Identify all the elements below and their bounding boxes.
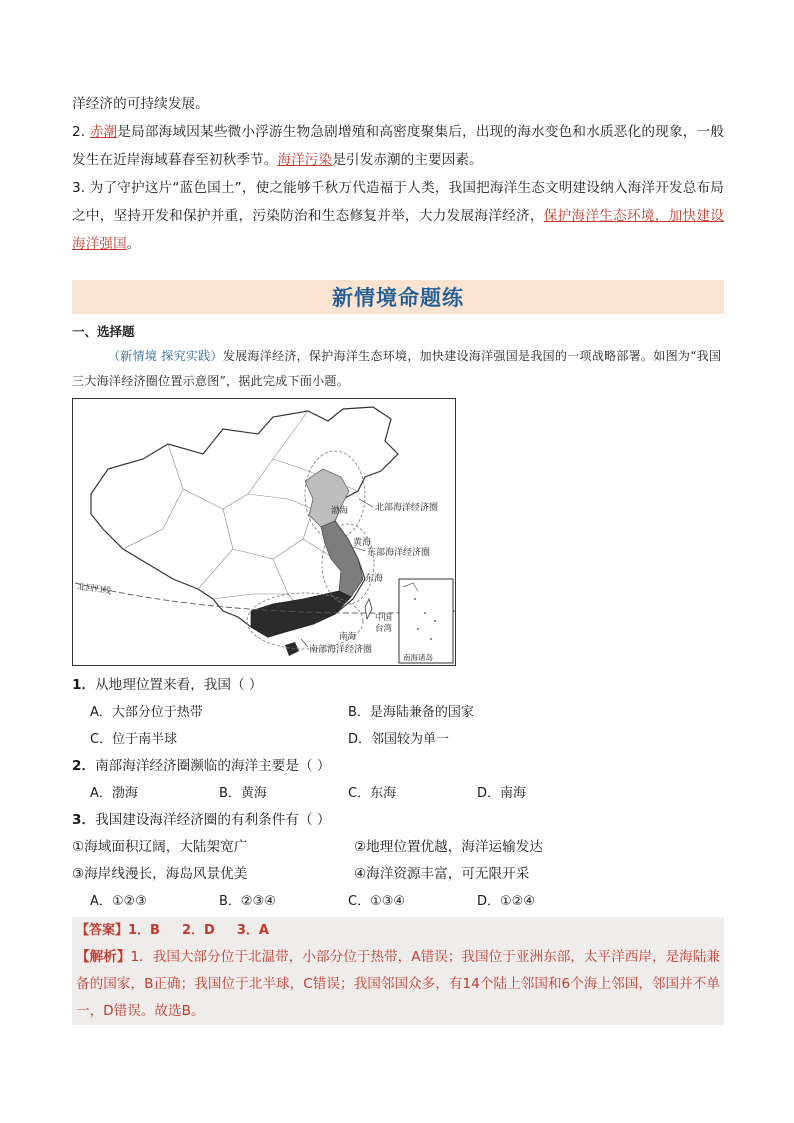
banner-title: 新情境命题练: [332, 286, 464, 310]
q3-option-a[interactable]: A．①②③: [90, 894, 147, 909]
section-heading: 一、选择题: [72, 324, 135, 339]
label-tropic: 北回归线: [76, 582, 112, 597]
knowledge-item-2: 2. 赤潮是局部海域因某些微小浮游生物急剧增殖和高密度聚集后，出现的海水变色和水质恶化的现象，一般发生在近岸海域暮春至初秋季节。海洋污染是引发赤潮的主要因素。: [72, 124, 725, 168]
q1-option-a[interactable]: A．大部分位于热带: [90, 705, 203, 720]
question-1: 1．从地理位置来看，我国（ ） A．大部分位于热带 B．是海陆兼备的国家 C．位于南半球 D．邻国较为单一: [72, 672, 724, 753]
page: [72, 90, 724, 1025]
q2-option-b[interactable]: B．黄海: [219, 786, 267, 801]
q3-statement-2: ②地理位置优越，海洋运输发达: [354, 839, 543, 855]
q3-statement-3: ③海岸线漫长，海岛风景优美: [72, 866, 248, 882]
question-3: 3．我国建设海洋经济圈的有利条件有（ ） ①海域面积辽阔，大陆架宽广 ②地理位置优越，海洋运输发达 ③海岸线漫长，海岛风景优美 ④海洋资源丰富，可无限开采 A．①②③ B．②③④ C．①③④ D．①②④: [72, 807, 724, 915]
q3-option-b[interactable]: B．②③④: [219, 894, 276, 909]
china-map: [73, 399, 455, 665]
highlight-protect-ocean: 保护海洋生态环境，加快建设海洋强国: [72, 208, 724, 252]
label-north-circle: 北部海洋经济圈: [375, 503, 439, 513]
q3-option-d[interactable]: D．①②④: [477, 894, 535, 909]
context-tag: （新情境 探究实践）: [108, 349, 223, 363]
answer-line: 【答案】1．B 2．D 3．A: [76, 923, 269, 938]
q3-option-c[interactable]: C．①③④: [348, 894, 406, 909]
q2-options: [72, 780, 724, 807]
q2-option-d[interactable]: D．南海: [477, 786, 527, 801]
q3-statements-row1: [72, 834, 724, 861]
label-east-circle: 东部海洋经济圈: [367, 548, 431, 558]
label-bohai: 渤海: [331, 506, 349, 516]
q1-option-c[interactable]: C．位于南半球: [90, 732, 178, 747]
answer-box: [72, 917, 724, 1025]
label-huanghai: 黄海: [353, 538, 372, 548]
south-china-sea-inset: [399, 579, 453, 663]
continued-line: 洋经济的可持续发展。: [72, 96, 209, 112]
label-nanhai: 南海: [339, 632, 357, 642]
q2-option-a[interactable]: A．渤海: [90, 786, 138, 801]
taiwan-island: [365, 599, 372, 619]
label-taiwan-2: 台湾: [375, 624, 393, 634]
q1-options-row2: [72, 726, 724, 753]
section-banner: [72, 280, 724, 314]
q2-option-c[interactable]: C．东海: [348, 786, 397, 801]
q3-statements-row2: [72, 861, 724, 888]
china-outline: [91, 407, 398, 637]
term-ocean-pollution: 海洋污染: [277, 152, 333, 168]
q3-statement-4: ④海洋资源丰富，可无限开采: [354, 866, 530, 882]
q1-option-b[interactable]: B．是海陆兼备的国家: [348, 705, 474, 720]
q1-options-row1: [72, 699, 724, 726]
q3-statement-1: ①海域面积辽阔，大陆架宽广: [72, 839, 248, 855]
label-south-circle: 南部海洋经济圈: [309, 645, 373, 655]
question-2: 2．南部海洋经济圈濒临的海洋主要是（ ） A．渤海 B．黄海 C．东海 D．南海: [72, 753, 724, 807]
label-donghai: 东海: [365, 574, 384, 584]
term-red-tide: 赤潮: [89, 124, 118, 140]
q3-options: [72, 888, 724, 915]
analysis-text: 【解析】1．我国大部分位于北温带，小部分位于热带，A错误；我国位于亚洲东部，太平洋西岸，是海陆兼备的国家，B正确；我国位于北半球，C错误；我国邻国众多，有14个陆上邻国和6个海上邻国，邻国并不单一，D错误。故选B。: [76, 949, 720, 1019]
question-intro: （新情境 探究实践）发展海洋经济，保护海洋生态环境，加快建设海洋强国是我国的一项战略部署。如图为“我国三大海洋经济圈位置示意图”，据此完成下面小题。: [72, 349, 722, 388]
knowledge-item-3: 3. 为了守护这片“蓝色国土”，使之能够千秋万代造福于人类，我国把海洋生态文明建设纳入海洋开发总布局之中，坚持开发和保护并重，污染防治和生态修复并举，大力发展海洋经济，保护海洋生态环境，加快建设海洋强国。: [72, 180, 724, 252]
label-taiwan-1: 中国: [375, 613, 393, 623]
map-figure: [72, 398, 456, 666]
q1-option-d[interactable]: D．邻国较为单一: [348, 732, 450, 747]
label-inset: 南海诸岛: [403, 653, 433, 662]
